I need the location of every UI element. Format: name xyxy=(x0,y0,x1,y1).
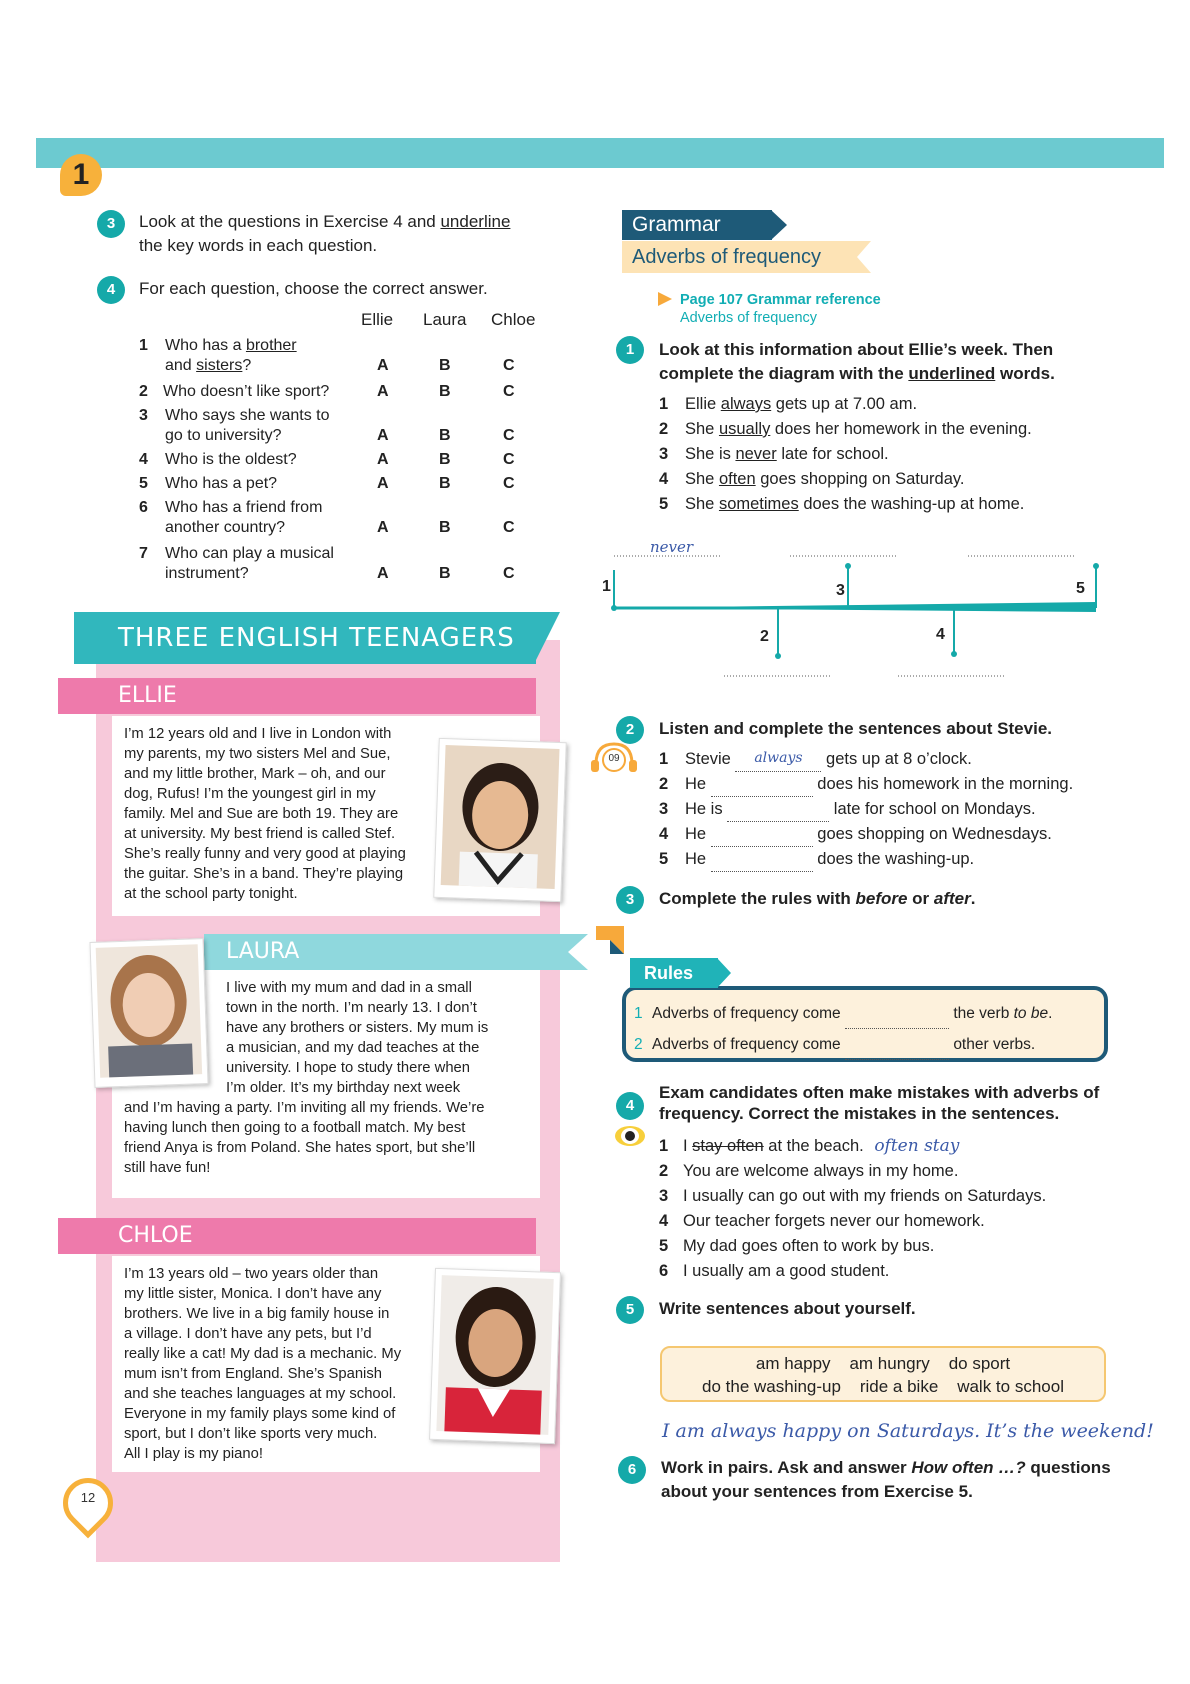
rules-list xyxy=(634,998,1098,1060)
list-item: 1 I stay often at the beach. often stay xyxy=(659,1136,960,1156)
grammar-ex3-instruction: Complete the rules with before or after. xyxy=(659,889,976,908)
ellie-name-band: ELLIE xyxy=(58,678,536,714)
laura-band-arrow xyxy=(558,934,588,970)
laura-bio-top: I live with my mum and dad in a small town in the north. I’m nearly 13. I don’t have any brothers or sisters. My mum is a musician, and my dad teaches at the university. I hope to study there when I’m older. It’s my birthday next week xyxy=(226,980,489,1096)
chloe-name-band: CHLOE xyxy=(58,1218,536,1254)
rule-blank[interactable] xyxy=(845,1014,949,1029)
ellie-photo xyxy=(433,738,567,902)
grammar-ex4-number: 4 xyxy=(616,1092,644,1120)
rules-corner-flag xyxy=(596,926,624,954)
rule-item: 2 Adverbs of frequency come other verbs. xyxy=(634,1029,1098,1060)
answer-blank[interactable]: always xyxy=(735,746,821,772)
option-b[interactable]: B xyxy=(439,427,451,444)
list-item: 6 I usually am a good student. xyxy=(659,1262,890,1280)
grammar-topic: Adverbs of frequency xyxy=(622,241,854,273)
exercise-3-number: 3 xyxy=(97,210,125,238)
correction-example: often stay xyxy=(874,1136,960,1156)
list-item: 3 I usually can go out with my friends on Saturdays. xyxy=(659,1187,1047,1205)
option-b[interactable]: B xyxy=(439,451,451,468)
laura-photo xyxy=(89,938,208,1088)
ellie-bio: I’m 12 years old and I live in London with my parents, my two sisters Mel and Sue, and my little brother, Mark – oh, and our dog, Rufus! I’m the youngest girl in my family. Mel and Sue are both 19. They are at university. My best friend is called Stef. She’s really funny and very good at playing the guitar. She’s in a band. They’re playing at the school party tonight. xyxy=(124,726,406,902)
option-a[interactable]: A xyxy=(377,475,389,492)
teenagers-title: THREE ENGLISH TEENAGERS xyxy=(74,612,536,664)
option-b[interactable]: B xyxy=(439,565,451,582)
grammar-ex6-instruction: Work in pairs. Ask and answer How often …? questions about your sentences from Exercise 5. xyxy=(661,1458,1111,1501)
frequency-diagram xyxy=(600,536,1100,686)
option-a[interactable]: A xyxy=(377,357,389,374)
diagram-label-1: 1 xyxy=(602,578,611,595)
grammar-ex5-number: 5 xyxy=(616,1296,644,1324)
list-item: 4 She often goes shopping on Saturday. xyxy=(659,470,965,488)
option-b[interactable]: B xyxy=(439,519,451,536)
rule-item: 1 Adverbs of frequency come the verb to be. xyxy=(634,998,1098,1029)
option-c[interactable]: C xyxy=(503,565,515,582)
option-a[interactable]: A xyxy=(377,427,389,444)
example-sentence: I am always happy on Saturdays. It’s the weekend! xyxy=(662,1420,1154,1442)
list-item: 2 You are welcome always in my home. xyxy=(659,1162,959,1180)
list-item: 2 She usually does her homework in the evening. xyxy=(659,420,1032,438)
unit-badge: 1 xyxy=(60,154,102,196)
list-item: 5 He does the washing-up. xyxy=(659,847,1129,872)
answer-blank[interactable] xyxy=(711,780,813,797)
laura-name-band: LAURA xyxy=(204,934,560,970)
grammar-ex6-number: 6 xyxy=(618,1456,646,1484)
option-c[interactable]: C xyxy=(503,357,515,374)
list-item: 5 She sometimes does the washing-up at home. xyxy=(659,495,1025,513)
option-c[interactable]: C xyxy=(503,519,515,536)
grammar-ex2-items xyxy=(659,746,1129,872)
grammar-ex1-instruction: Look at this information about Ellie’s week. Then complete the diagram with the underlined words. xyxy=(659,340,1055,383)
grammar-ex2-number: 2 xyxy=(616,716,644,744)
list-item: 4 Our teacher forgets never our homework. xyxy=(659,1212,985,1230)
diagram-label-5: 5 xyxy=(1076,580,1085,597)
grammar-ex3-number: 3 xyxy=(616,886,644,914)
answer-blank[interactable] xyxy=(711,830,813,847)
ellie-portrait-icon xyxy=(434,739,565,901)
title-band-arrow xyxy=(534,612,560,664)
diagram-example-answer: never xyxy=(650,538,694,556)
option-b[interactable]: B xyxy=(439,383,451,400)
option-c[interactable]: C xyxy=(503,427,515,444)
top-banner xyxy=(36,138,1164,168)
list-item: 2 He does his homework in the morning. xyxy=(659,772,1129,797)
answer-blank[interactable] xyxy=(711,855,813,872)
option-a[interactable]: A xyxy=(377,383,389,400)
list-item: 5 My dad goes often to work by bus. xyxy=(659,1237,935,1255)
grammar-ex4-items xyxy=(659,1134,1129,1284)
laura-bio-bottom: and I’m having a party. I’m inviting all my friends. We’re having lunch then going to a football match. My best friend Anya is from Poland. She hates sport, but she’ll still have fun! xyxy=(124,1100,485,1176)
list-item: 4 He goes shopping on Wednesdays. xyxy=(659,822,1129,847)
exercise-3-instruction: Look at the questions in Exercise 4 and underline the key words in each question. xyxy=(139,212,511,255)
header-chloe: Chloe xyxy=(491,310,536,329)
laura-portrait-icon xyxy=(91,939,208,1087)
chloe-photo xyxy=(429,1268,561,1444)
list-item: 1 Ellie always gets up at 7.00 am. xyxy=(659,395,918,413)
word-box: am happy am hungry do sport do the washing-up ride a bike walk to school xyxy=(660,1346,1106,1402)
chloe-bio: I’m 13 years old – two years older than my little sister, Monica. I don’t have any brothers. We live in a big family house in a village. I don’t have any pets, but I’d really like a cat! My dad is a mechanic. My mum isn’t from England. She’s Spanish and she teaches languages at my school. Everyone in my family plays some kind of sport, but I don’t like sports very much. All I play is my piano! xyxy=(124,1266,402,1462)
exercise-4-instruction: For each question, choose the correct answer. xyxy=(139,279,488,298)
option-c[interactable]: C xyxy=(503,383,515,400)
play-arrow-icon xyxy=(658,292,672,306)
rules-tag: Rules xyxy=(630,958,718,988)
option-b[interactable]: B xyxy=(439,357,451,374)
list-item: 3 He is late for school on Mondays. xyxy=(659,797,1129,822)
diagram-label-4: 4 xyxy=(936,626,945,643)
rule-blank[interactable] xyxy=(845,1045,949,1060)
header-laura: Laura xyxy=(423,310,467,329)
list-item: 3 She is never late for school. xyxy=(659,445,889,463)
list-item: 1 Stevie always gets up at 8 o’clock. xyxy=(659,746,1129,772)
option-a[interactable]: A xyxy=(377,519,389,536)
answer-blank[interactable] xyxy=(727,805,829,822)
diagram-label-3: 3 xyxy=(836,582,845,599)
chloe-portrait-icon xyxy=(430,1269,560,1443)
grammar-ex4-instruction: Exam candidates often make mistakes with adverbs of frequency. Correct the mistakes in the sentences. xyxy=(659,1083,1100,1123)
option-c[interactable]: C xyxy=(503,451,515,468)
eye-icon xyxy=(614,1124,646,1148)
option-a[interactable]: A xyxy=(377,565,389,582)
grammar-ex5-instruction: Write sentences about yourself. xyxy=(659,1299,916,1318)
grammar-label: Grammar xyxy=(622,210,772,240)
option-c[interactable]: C xyxy=(503,475,515,492)
grammar-reference-link[interactable]: Page 107 Grammar reference xyxy=(680,292,881,308)
option-b[interactable]: B xyxy=(439,475,451,492)
grammar-ex2-instruction: Listen and complete the sentences about Stevie. xyxy=(659,719,1052,738)
audio-track-number: 09 xyxy=(608,753,620,764)
grammar-reference-sub: Adverbs of frequency xyxy=(680,310,818,326)
rules-tag-arrow xyxy=(717,958,731,988)
diagram-label-2: 2 xyxy=(760,628,769,645)
option-a[interactable]: A xyxy=(377,451,389,468)
grammar-ex1-items xyxy=(659,392,1119,517)
grammar-label-arrow xyxy=(771,210,787,240)
grammar-ex1-number: 1 xyxy=(616,336,644,364)
page-number: 12 xyxy=(80,1490,96,1505)
grammar-topic-arrow xyxy=(853,241,871,273)
exercise-4-number: 4 xyxy=(97,276,125,304)
header-ellie: Ellie xyxy=(361,310,394,329)
